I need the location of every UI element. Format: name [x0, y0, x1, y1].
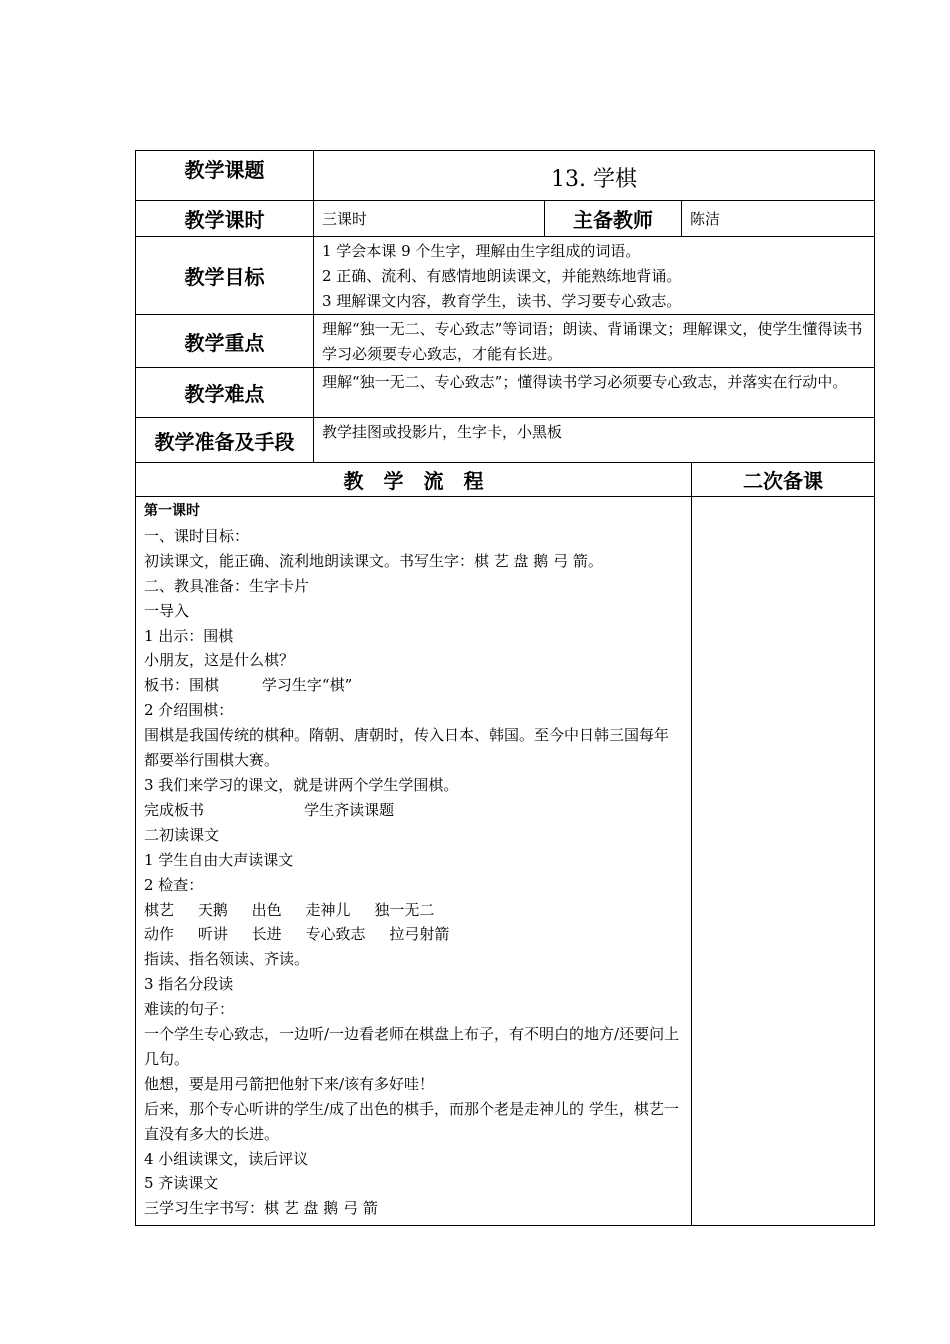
- goal-item: 3 理解课文内容，教育学生，读书、学习要专心致志。: [322, 292, 682, 310]
- flow-line: 4 小组读课文，读后评议: [144, 1149, 309, 1168]
- lesson-info-table: [135, 150, 875, 463]
- flow-line: 1 出示：围棋: [144, 626, 234, 645]
- flow-title: 教 学 流 程: [136, 463, 692, 497]
- flow-line: 初读课文，能正确、流利地朗读课文。书写生字：棋 艺 盘 鹅 弓 箭。: [144, 551, 603, 570]
- flow-line: 二、教具准备：生字卡片: [144, 576, 310, 595]
- flow-line: 难读的句子：: [144, 1000, 235, 1019]
- flow-line: 指读、指名领读、齐读。: [144, 950, 310, 969]
- lesson-plan-page: [135, 150, 874, 1226]
- teaching-flow-table: [135, 462, 875, 1226]
- flow-line: 三学习生字书写：棋 艺 盘 鹅 弓 箭: [144, 1199, 378, 1218]
- topic-label: 教学课题: [136, 151, 314, 201]
- difficulties-label: 教学难点: [136, 368, 314, 418]
- flow-line: 2 检查：: [144, 875, 204, 894]
- flow-line: 一、课时目标：: [144, 526, 250, 545]
- key-points-value: 理解“独一无二、专心致志”等词语；朗读、背诵课文；理解课文，使学生懂得读书学习必须要专心致志，才能有长进。: [314, 315, 875, 368]
- preparation-label: 教学准备及手段: [136, 418, 314, 463]
- flow-line: 棋艺 天鹅 出色 走神儿 独一无二: [144, 900, 435, 919]
- hours-label: 教学课时: [136, 201, 314, 237]
- flow-content: [136, 497, 692, 1226]
- flow-line: 一导入: [144, 601, 190, 620]
- flow-line: 围棋是我国传统的棋种。隋朝、唐朝时，传入日本、韩国。至今中日韩三国每年都要举行围棋大赛。: [144, 726, 670, 770]
- flow-line: 板书：围棋 学习生字“棋”: [144, 676, 353, 695]
- goals-list: [314, 237, 875, 315]
- flow-line: 3 我们来学习的课文，就是讲两个学生学围棋。: [144, 775, 459, 794]
- goal-item: 1 学会本课 9 个生字，理解由生字组成的词语。: [322, 242, 641, 260]
- flow-line: 完成板书 学生齐读课题: [144, 800, 395, 819]
- teacher-value: 陈洁: [682, 201, 875, 237]
- flow-line: 二初读课文: [144, 825, 220, 844]
- lesson-period-heading: 第一课时: [144, 503, 200, 519]
- topic-value: 13. 学棋: [314, 151, 875, 201]
- flow-line: 2 介绍围棋：: [144, 701, 234, 720]
- second-prep-content: [692, 497, 875, 1226]
- flow-line: 5 齐读课文: [144, 1174, 219, 1193]
- difficulties-value: 理解“独一无二、专心致志”；懂得读书学习必须要专心致志，并落实在行动中。: [314, 368, 875, 418]
- flow-line: 后来，那个专心听讲的学生/成了出色的棋手，而那个老是走神儿的 学生，棋艺一直没有多大的长进。: [144, 1099, 679, 1143]
- flow-line: 一个学生专心致志，一边听/一边看老师在棋盘上布子，有不明白的地方/还要问上几句。: [144, 1025, 680, 1068]
- flow-line: 他想，要是用弓箭把他射下来/该有多好哇！: [144, 1074, 435, 1093]
- preparation-value: 教学挂图或投影片，生字卡，小黑板: [314, 418, 875, 463]
- flow-line: 3 指名分段读: [144, 975, 234, 994]
- flow-lines: [144, 524, 683, 1221]
- second-prep-title: 二次备课: [692, 463, 875, 497]
- flow-line: 动作 听讲 长进 专心致志 拉弓射箭: [144, 925, 450, 944]
- hours-value: 三课时: [314, 201, 545, 237]
- flow-line: 1 学生自由大声读课文: [144, 850, 294, 869]
- key-points-label: 教学重点: [136, 315, 314, 368]
- teacher-label: 主备教师: [545, 201, 682, 237]
- goal-item: 2 正确、流利、有感情地朗读课文，并能熟练地背诵。: [322, 267, 682, 285]
- flow-line: 小朋友，这是什么棋？: [144, 651, 295, 670]
- goals-label: 教学目标: [136, 237, 314, 315]
